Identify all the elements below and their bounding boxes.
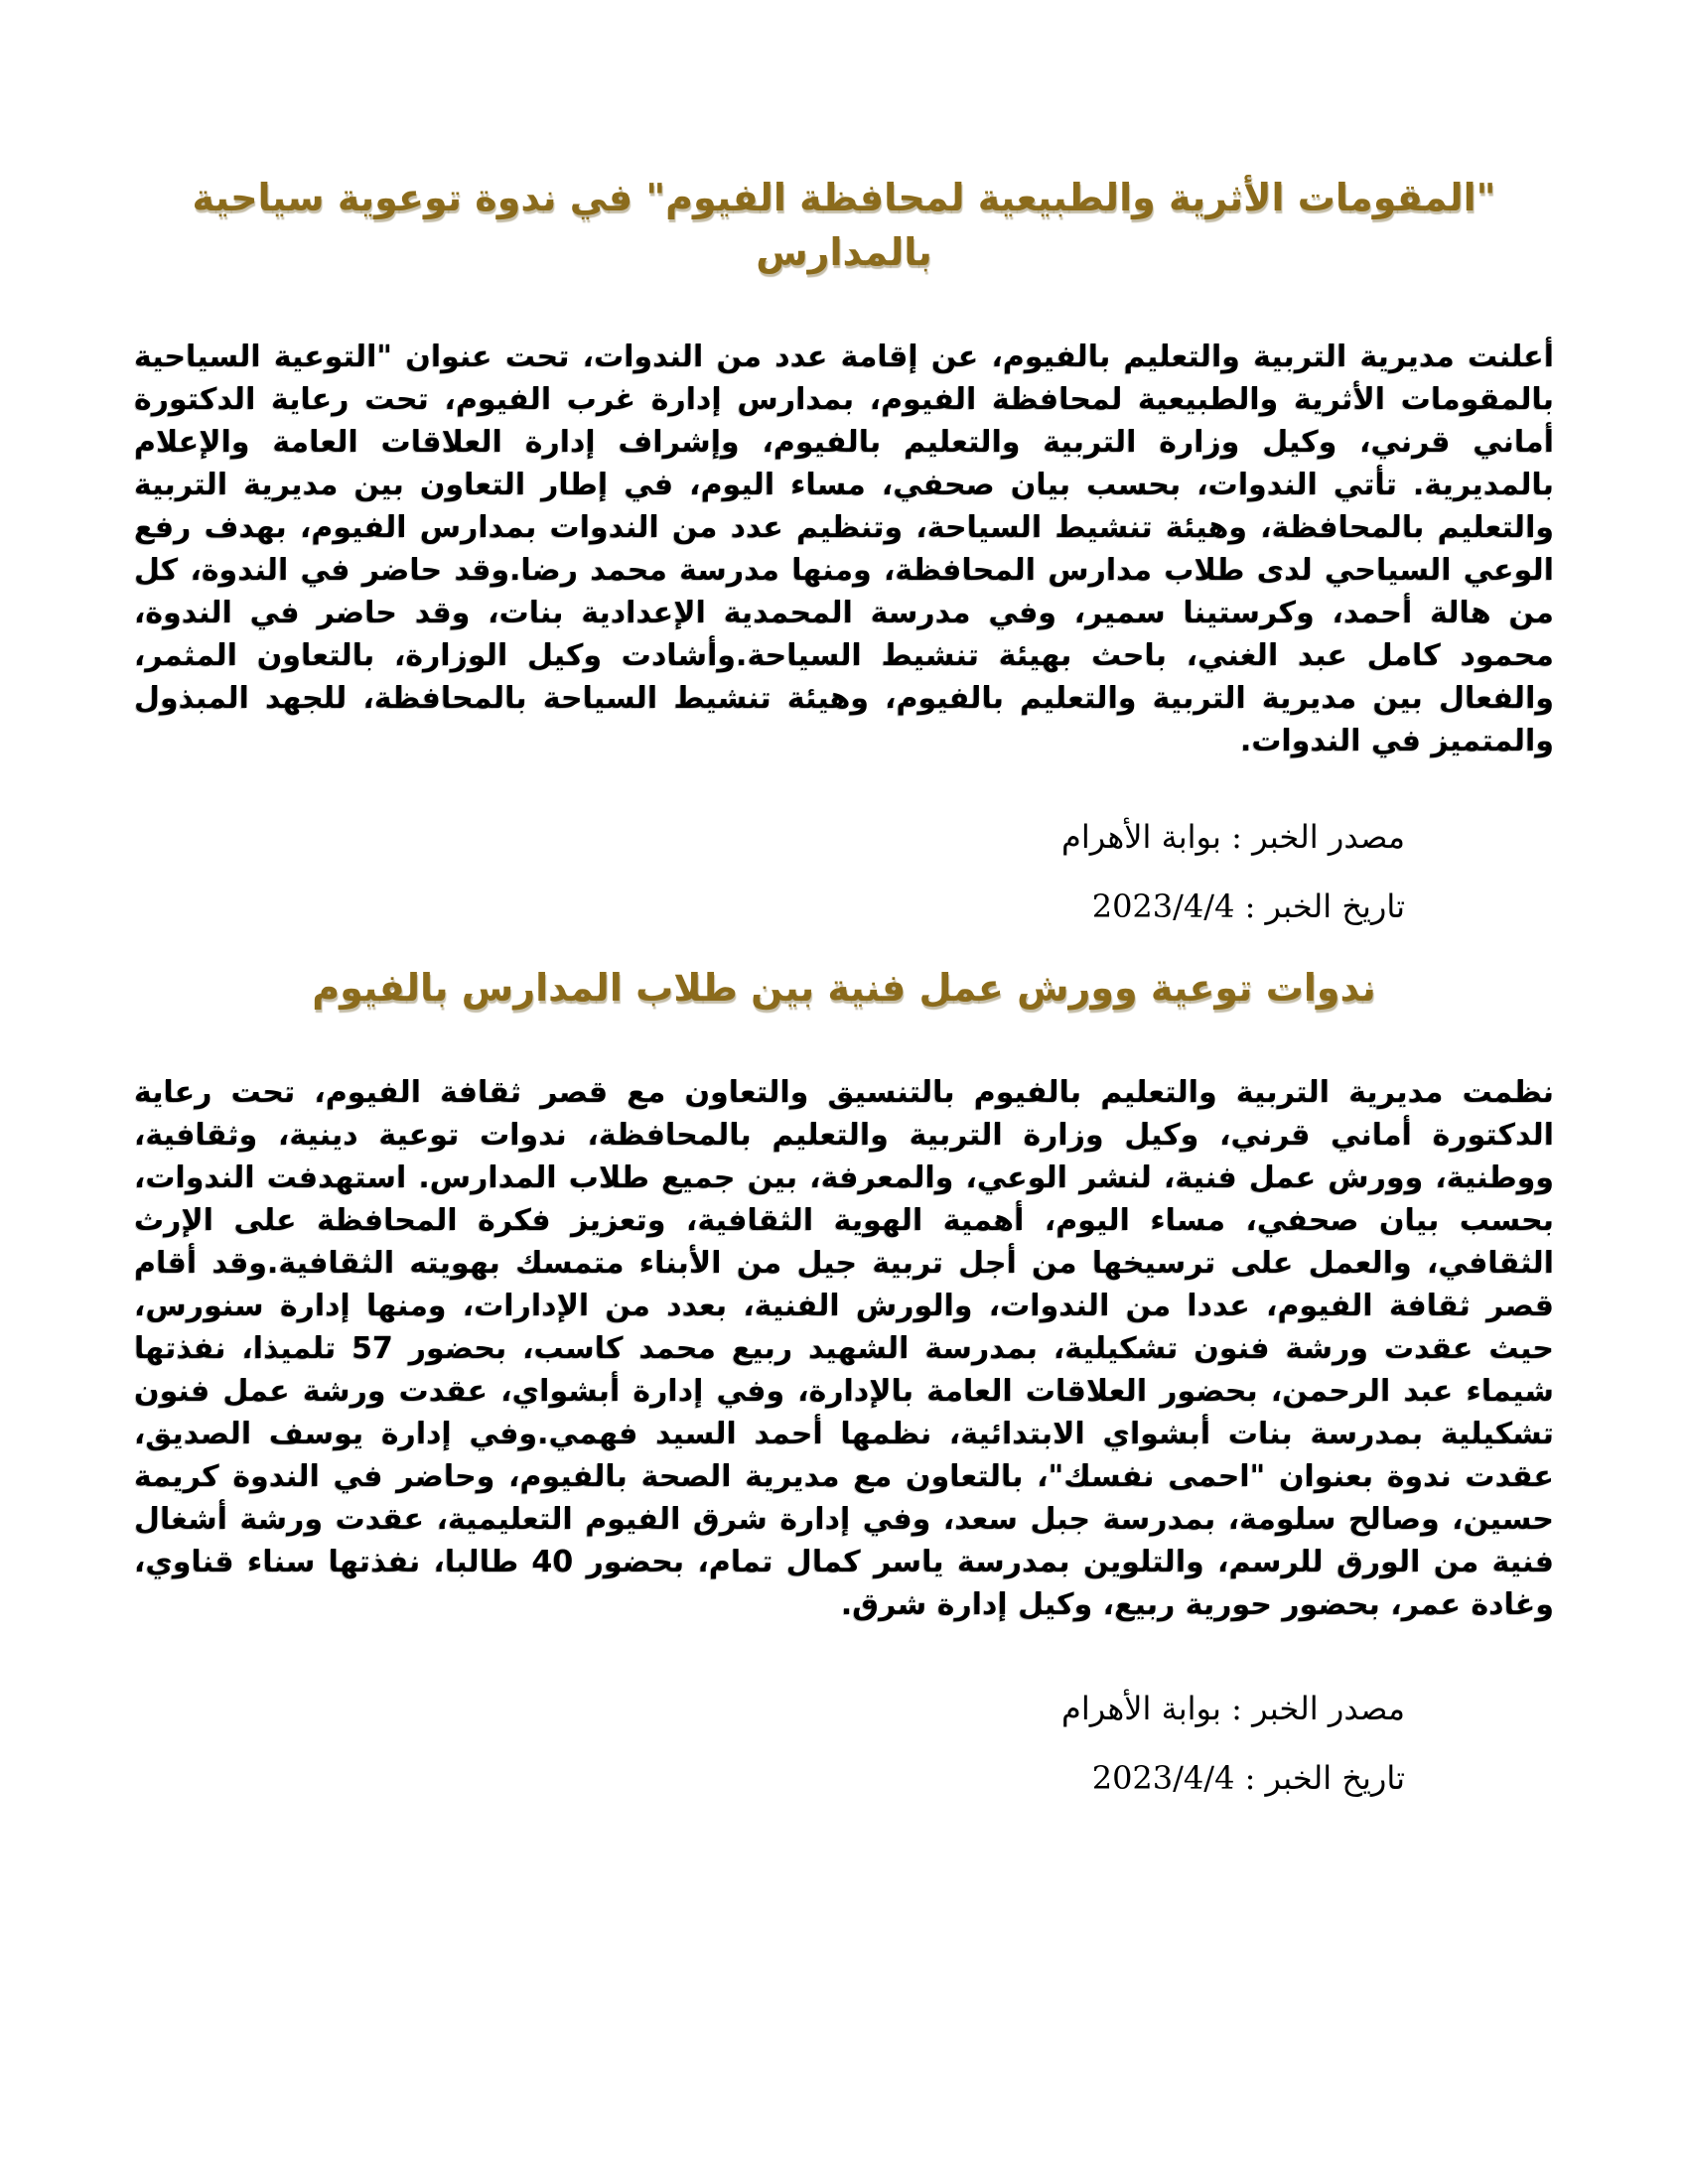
article1-headline: "المقومات الأثرية والطبيعية لمحافظة الفيوم" في ندوة توعوية سياحية بالمدارس	[192, 176, 1496, 275]
article2-source-line: مصدر الخبر : بوابة الأهرام	[1061, 1690, 1405, 1728]
article1-date-line: تاريخ الخبر : 2023/4/4	[1091, 887, 1405, 926]
article1-source-line: مصدر الخبر : بوابة الأهرام	[1061, 818, 1405, 857]
article2-headline: ندوات توعية وورش عمل فنية بين طلاب المدارس بالفيوم	[312, 966, 1376, 1011]
article1-body-paragraph: أعلنت مديرية التربية والتعليم بالفيوم، عن إقامة عدد من الندوات، تحت عنوان "التوعية السياحية بالمقومات الأثرية والطبيعية لمحافظة الفيوم، بمدارس إدارة غرب الفيوم، تحت رعاية الدكتورة أماني قرني، وكيل وزارة التربية والتعليم بالفيوم، وإشراف إدارة العلاقات العامة والإعلام بالمديرية. تأتي الندوات، بحسب بيان صحفي، مساء اليوم، في إطار التعاون بين مديرية التربية والتعليم بالمحافظة، وهيئة تنشيط السياحة، وتنظيم عدد من الندوات بمدارس الفيوم، بهدف رفع الوعي السياحي لدى طلاب مدارس المحافظة، ومنها مدرسة محمد رضا.وقد حاضر في الندوة، كل من هالة أحمد، وكرستينا سمير، وفي مدرسة المحمدية الإعدادية بنات، وقد حاضر في الندوة، محمود كامل عبد الغني، باحث بهيئة تنشيط السياحة.وأشادت وكيل الوزارة، بالتعاون المثمر، والفعال بين مديرية التربية والتعليم بالفيوم، وهيئة تنشيط السياحة بالمحافظة، للجهد المبذول والمتميز في الندوات.	[134, 340, 1554, 759]
article2-date-line: تاريخ الخبر : 2023/4/4	[1091, 1759, 1405, 1798]
article2-body-paragraph: نظمت مديرية التربية والتعليم بالفيوم بالتنسيق والتعاون مع قصر ثقافة الفيوم، تحت رعاية الدكتورة أماني قرني، وكيل وزارة التربية والتعليم بالمحافظة، ندوات توعية دينية، وثقافية، ووطنية، وورش عمل فنية، لنشر الوعي، والمعرفة، بين جميع طلاب المدارس. استهدفت الندوات، بحسب بيان صحفي، مساء اليوم، أهمية الهوية الثقافية، وتعزيز فكرة المحافظة على الإرث الثقافي، والعمل على ترسيخها من أجل تربية جيل من الأبناء متمسك بهويته الثقافية.وقد أقام قصر ثقافة الفيوم، عددا من الندوات، والورش الفنية، بعدد من الإدارات، ومنها إدارة سنورس، حيث عقدت ورشة فنون تشكيلية، بمدرسة الشهيد ربيع محمد كاسب، بحضور 57 تلميذا، نفذتها شيماء عبد الرحمن، بحضور العلاقات العامة بالإدارة، وفي إدارة أبشواي، عقدت ورشة عمل فنون تشكيلية بمدرسة بنات أبشواي الابتدائية، نظمها أحمد السيد فهمي.وفي إدارة يوسف الصديق، عقدت ندوة بعنوان "احمى نفسك"، بالتعاون مع مديرية الصحة بالفيوم، وحاضر في الندوة كريمة حسين، وصالح سلومة، بمدرسة جبل سعد، وفي إدارة شرق الفيوم التعليمية، عقدت ورشة أشغال فنية من الورق للرسم، والتلوين بمدرسة ياسر كمال تمام، بحضور 40 طالبا، نفذتها سناء قناوي، وغادة عمر، بحضور حورية ربيع، وكيل إدارة شرق.	[134, 1075, 1554, 1623]
